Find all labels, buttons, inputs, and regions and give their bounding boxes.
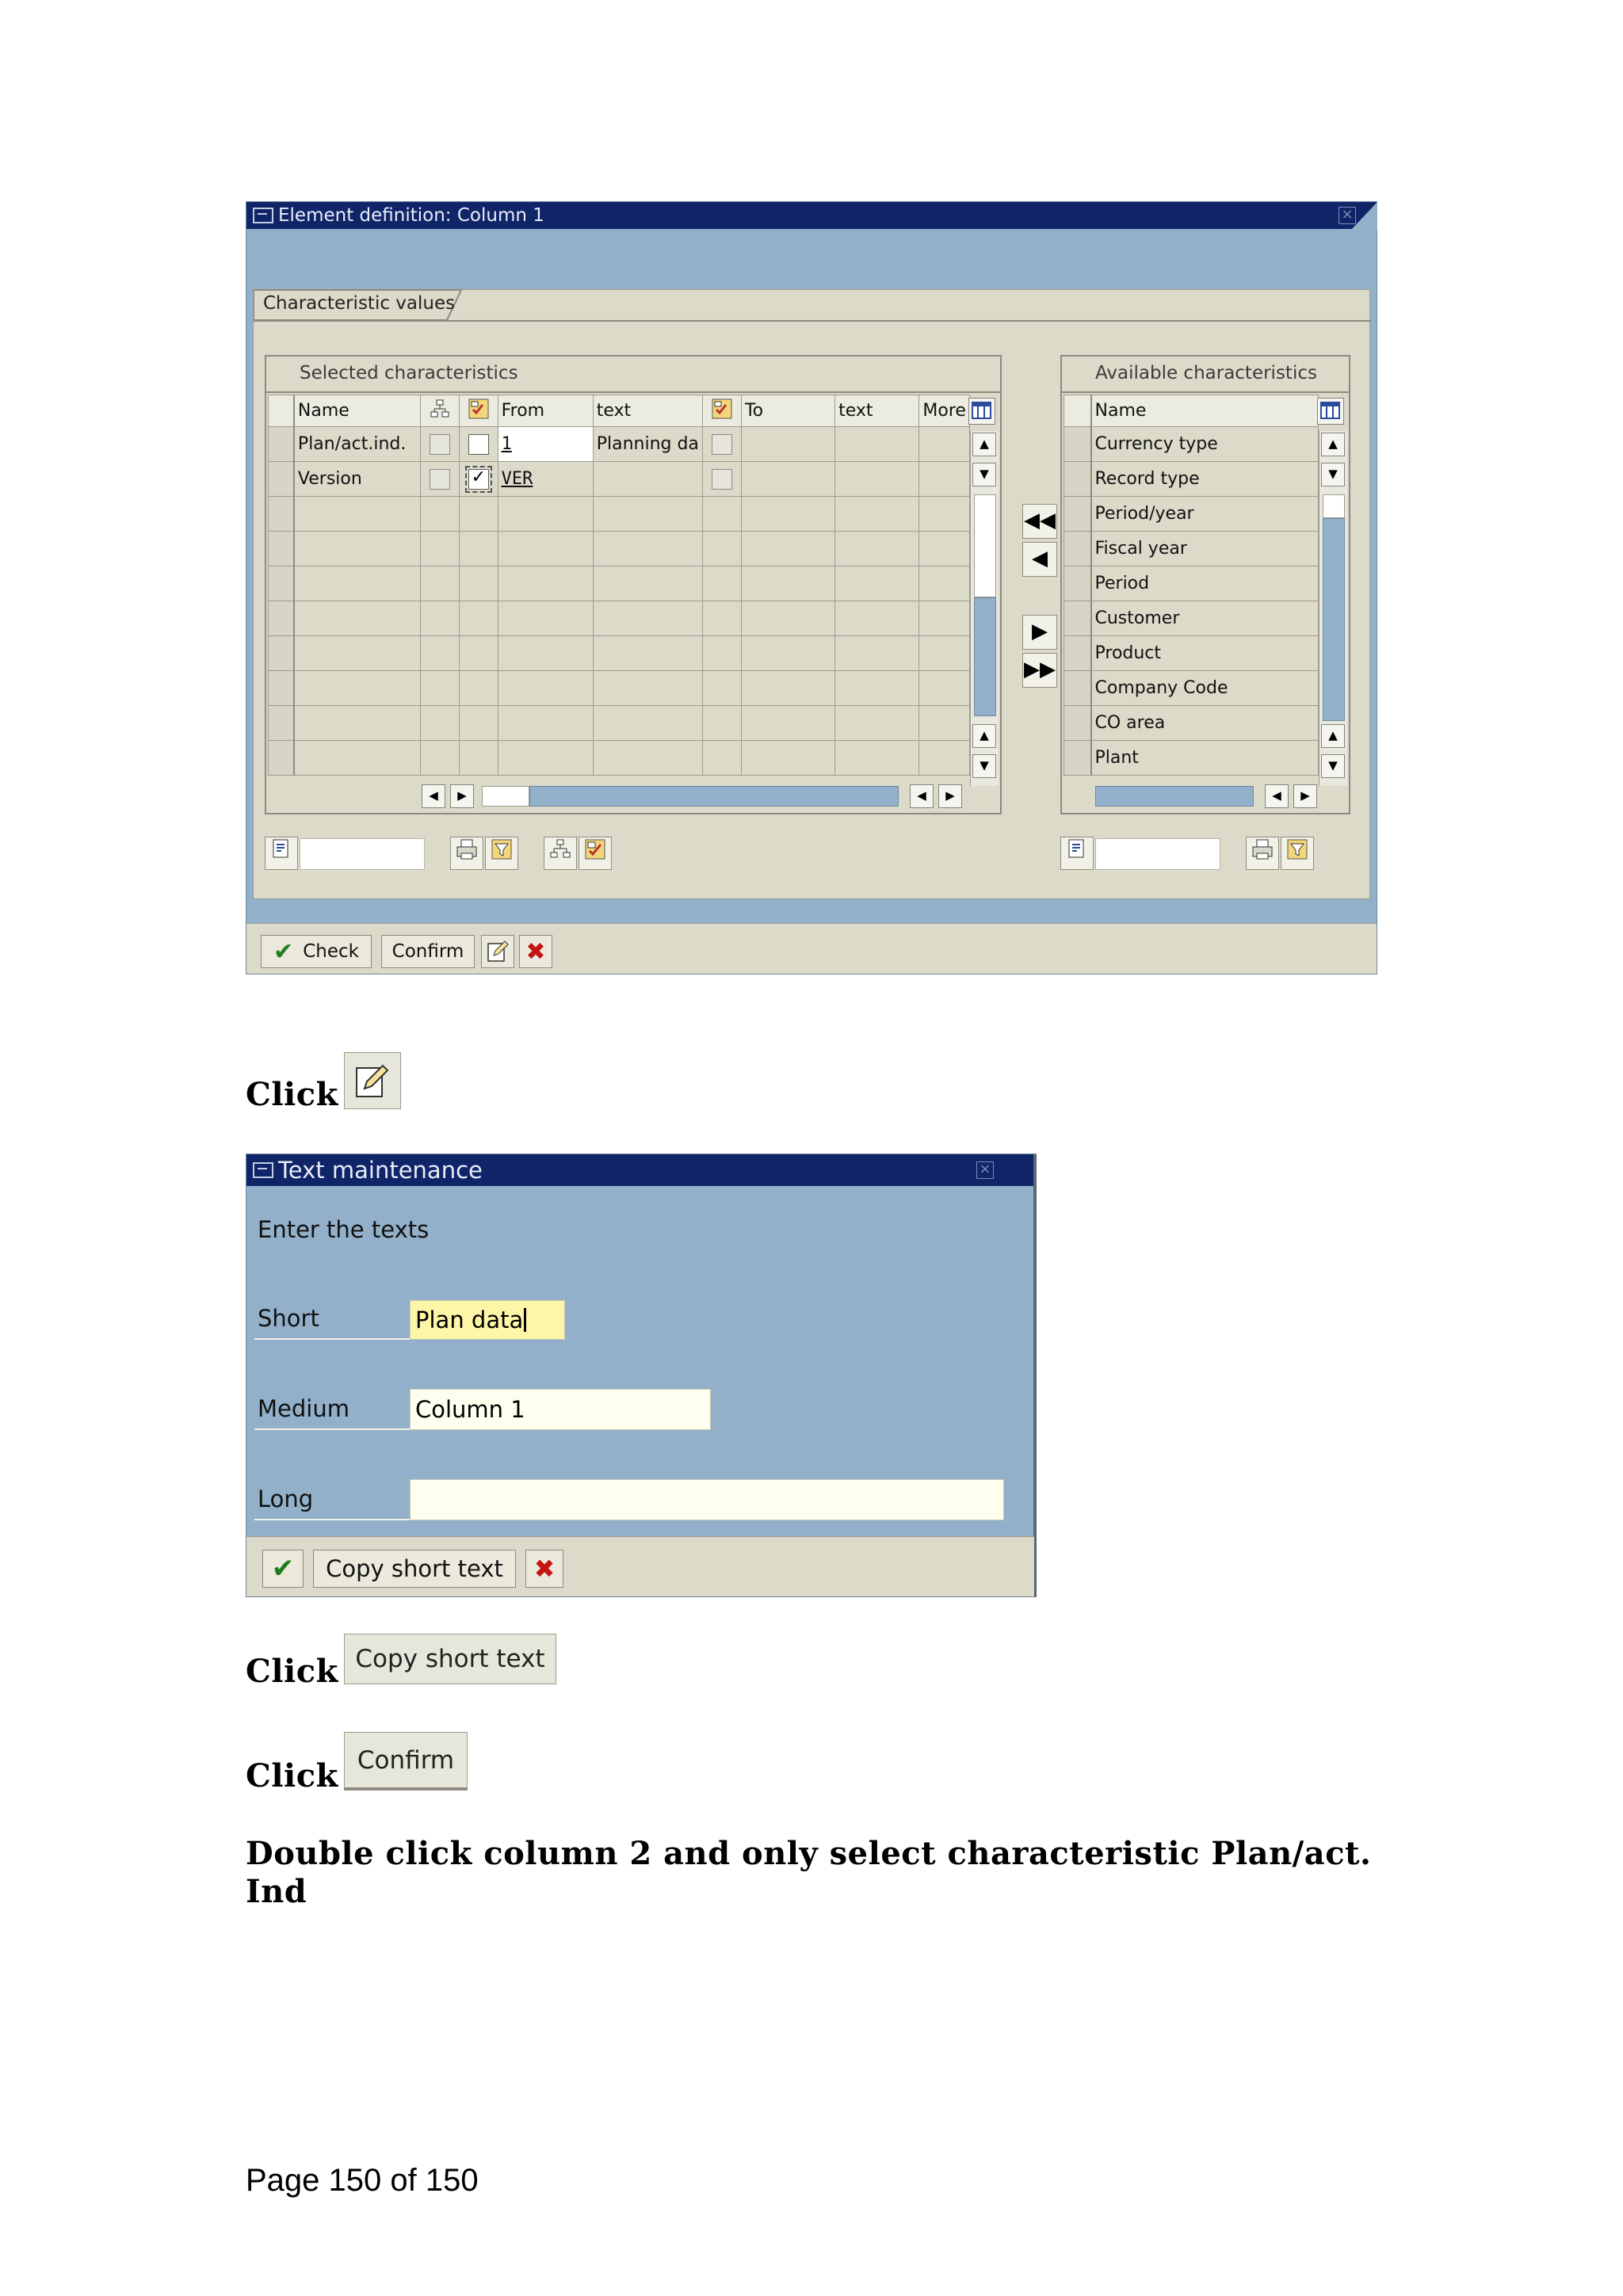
print-icon[interactable] (450, 837, 483, 870)
list-item[interactable] (1064, 671, 1319, 706)
horizontal-scroll-thumb[interactable] (529, 786, 899, 807)
row-selector[interactable] (269, 462, 294, 497)
select-icon[interactable] (459, 395, 498, 427)
select-all-cell[interactable] (269, 395, 294, 427)
row-name: Version (294, 462, 420, 497)
from-value-input[interactable] (498, 427, 593, 462)
from-text: Planning da (593, 427, 702, 462)
confirm-label: Confirm (391, 941, 464, 962)
horizontal-scroll-track[interactable] (482, 786, 529, 807)
confirm-button-image (344, 1732, 468, 1791)
page-number: Page 150 of 150 (246, 2163, 479, 2198)
to-text (835, 462, 919, 497)
row-name: Plan/act.ind. (294, 427, 420, 462)
list-item[interactable] (1064, 462, 1319, 497)
group-divider (266, 391, 1000, 393)
instruction-click-confirm: Click (246, 1757, 338, 1794)
scroll-left-button[interactable]: ◀ (422, 784, 445, 808)
scroll-track[interactable] (974, 494, 996, 597)
text-maintenance-window (246, 1154, 1037, 1597)
header-name[interactable]: Name (1091, 395, 1319, 427)
column-settings-icon[interactable] (968, 398, 995, 425)
more-cell (919, 427, 970, 462)
vertical-scrollbar[interactable] (1319, 431, 1347, 786)
list-item[interactable] (1064, 601, 1319, 636)
instruction-double-click-cont: Ind (246, 1873, 307, 1910)
select-all-cell[interactable] (1064, 395, 1091, 427)
table-row[interactable] (269, 706, 970, 741)
find-input[interactable] (1095, 838, 1220, 870)
check-button[interactable] (262, 1550, 304, 1588)
short-text-input[interactable] (410, 1300, 565, 1340)
table-row[interactable] (269, 462, 970, 497)
short-text-value: Plan data (415, 1306, 524, 1333)
find-icon[interactable] (265, 837, 298, 870)
list-item[interactable] (1064, 566, 1319, 601)
header-from[interactable]: From (498, 395, 593, 427)
medium-label: Medium (258, 1395, 349, 1422)
instruction-click-copy: Click (246, 1653, 338, 1690)
label-underline (254, 1428, 410, 1430)
table-row[interactable] (269, 601, 970, 636)
selected-characteristics-title: Selected characteristics (300, 363, 518, 383)
titlebar-corner (1346, 202, 1377, 231)
to-select-checkbox[interactable] (702, 462, 741, 497)
long-label: Long (258, 1486, 314, 1512)
edit-icon (344, 1052, 401, 1109)
list-item-label: Currency type (1091, 427, 1319, 462)
from-text (593, 462, 702, 497)
list-item[interactable] (1064, 532, 1319, 566)
available-characteristics-group (1060, 355, 1350, 814)
list-item[interactable] (1064, 497, 1319, 532)
list-item-label: Product (1091, 636, 1319, 671)
available-characteristics-title: Available characteristics (1095, 363, 1317, 383)
filter-icon[interactable] (485, 837, 518, 870)
scroll-up-button[interactable]: ▲ (1321, 433, 1345, 456)
confirm-button[interactable] (381, 935, 475, 968)
dialog-footer (246, 1536, 1034, 1596)
check-button[interactable] (261, 935, 372, 968)
to-value (741, 462, 834, 497)
confirm-label: Confirm (357, 1745, 455, 1775)
to-value (741, 427, 834, 462)
scroll-right-button[interactable]: ▶ (450, 784, 474, 808)
from-value: VER (501, 469, 533, 489)
element-definition-titlebar (246, 202, 1377, 229)
list-item-label: Period/year (1091, 497, 1319, 532)
find-input[interactable] (300, 838, 425, 870)
list-item-label: CO area (1091, 706, 1319, 741)
scroll-up-button[interactable]: ▲ (972, 433, 996, 456)
window-icon (253, 208, 273, 223)
window-icon (253, 1162, 273, 1178)
element-definition-title: Element definition: Column 1 (278, 205, 544, 226)
available-characteristics-table (1064, 395, 1319, 776)
close-icon[interactable]: × (976, 1161, 994, 1179)
long-text-input[interactable] (410, 1479, 1004, 1520)
list-item[interactable] (1064, 427, 1319, 462)
tab-divider (254, 320, 1371, 322)
header-name[interactable]: Name (294, 395, 420, 427)
check-icon: ✔ (273, 937, 294, 966)
to-select-checkbox[interactable] (702, 427, 741, 462)
table-row[interactable] (269, 497, 970, 532)
from-value-input[interactable] (498, 462, 593, 497)
table-header-row (1064, 395, 1319, 427)
table-row[interactable] (269, 427, 970, 462)
label-underline (254, 1338, 410, 1340)
scroll-page-down-button[interactable]: ▼ (1321, 463, 1345, 486)
text-maintenance-title: Text maintenance (278, 1157, 483, 1184)
header-to[interactable]: To (741, 395, 834, 427)
hierarchy-checkbox[interactable] (420, 462, 459, 497)
check-icon: ✔ (271, 1553, 295, 1585)
group-divider (1062, 391, 1349, 393)
row-selector[interactable] (269, 427, 294, 462)
print-icon[interactable] (1246, 837, 1279, 870)
find-icon[interactable] (1060, 837, 1094, 870)
select-checkbox[interactable] (459, 462, 498, 497)
list-item-label: Fiscal year (1091, 532, 1319, 566)
column-settings-icon[interactable] (1317, 398, 1344, 425)
copy-short-text-label: Copy short text (355, 1645, 545, 1673)
table-row[interactable] (269, 671, 970, 706)
horizontal-scroll-thumb[interactable] (1095, 786, 1254, 807)
scroll-page-down-button[interactable]: ▼ (972, 463, 996, 486)
scroll-track[interactable] (1323, 494, 1345, 518)
edit-icon[interactable] (481, 935, 514, 968)
arrow-right-icon[interactable]: ▶ (1022, 615, 1057, 650)
scroll-page-up-button[interactable]: ▲ (972, 724, 996, 748)
arrow-right-all-icon[interactable]: ▶▶ (1022, 653, 1057, 688)
select-icon[interactable] (579, 837, 612, 870)
select-checkbox[interactable] (459, 427, 498, 462)
cancel-icon[interactable]: ✖ (519, 935, 552, 968)
prompt-text: Enter the texts (258, 1216, 430, 1243)
medium-text-value: Column 1 (415, 1396, 525, 1423)
list-item-label: Company Code (1091, 671, 1319, 706)
list-item-label: Customer (1091, 601, 1319, 636)
more-cell (919, 462, 970, 497)
arrow-left-icon[interactable]: ◀ (1022, 542, 1057, 577)
scroll-right-button[interactable]: ▶ (938, 784, 962, 808)
instruction-click-edit: Click (246, 1076, 338, 1113)
table-header-row (269, 395, 970, 427)
characteristic-values-panel (253, 289, 1370, 899)
cancel-icon[interactable]: ✖ (525, 1550, 563, 1588)
hierarchy-icon[interactable] (544, 837, 577, 870)
scroll-page-up-button[interactable]: ▲ (1321, 724, 1345, 748)
close-icon[interactable]: × (1338, 207, 1356, 224)
scroll-left-button[interactable]: ◀ (910, 784, 934, 808)
header-to-text[interactable]: text (835, 395, 919, 427)
short-label: Short (258, 1305, 319, 1332)
filter-icon[interactable] (1281, 837, 1314, 870)
list-item-label: Period (1091, 566, 1319, 601)
vertical-scrollbar[interactable] (970, 431, 999, 786)
scroll-thumb[interactable] (974, 597, 996, 716)
to-text (835, 427, 919, 462)
check-label: Check (303, 941, 359, 962)
copy-short-text-button-image (344, 1634, 556, 1684)
scroll-down-button[interactable]: ▼ (1321, 754, 1345, 778)
hierarchy-checkbox[interactable] (420, 427, 459, 462)
hierarchy-icon[interactable] (420, 395, 459, 427)
list-item-label: Plant (1091, 741, 1319, 776)
text-caret (524, 1308, 526, 1332)
header-more[interactable]: More (919, 395, 970, 427)
scroll-down-button[interactable]: ▼ (972, 754, 996, 778)
selected-characteristics-table (268, 395, 970, 776)
medium-text-input[interactable] (410, 1389, 711, 1430)
selected-characteristics-group (265, 355, 1002, 814)
instruction-double-click: Double click column 2 and only select characteristic Plan/act. (246, 1835, 1372, 1872)
list-item-label: Record type (1091, 462, 1319, 497)
arrow-left-all-icon[interactable]: ◀◀ (1022, 504, 1057, 539)
table-row[interactable] (269, 532, 970, 566)
table-row[interactable] (269, 636, 970, 671)
header-from-text[interactable]: text (593, 395, 702, 427)
dialog-footer (246, 923, 1377, 974)
scroll-left-button[interactable]: ◀ (1265, 784, 1289, 808)
copy-short-text-label: Copy short text (326, 1555, 503, 1582)
label-underline (254, 1519, 410, 1520)
tab-characteristic-values[interactable]: Characteristic values (263, 293, 456, 314)
text-maintenance-titlebar (246, 1154, 1033, 1186)
list-item[interactable] (1064, 636, 1319, 671)
table-row[interactable] (269, 566, 970, 601)
list-item[interactable] (1064, 741, 1319, 776)
scroll-right-button[interactable]: ▶ (1293, 784, 1317, 808)
scroll-thumb[interactable] (1323, 518, 1345, 721)
element-definition-window (246, 201, 1377, 974)
from-value: 1 (501, 434, 512, 454)
select-icon[interactable] (702, 395, 741, 427)
list-item[interactable] (1064, 706, 1319, 741)
table-row[interactable] (269, 741, 970, 776)
copy-short-text-button[interactable] (313, 1550, 516, 1588)
